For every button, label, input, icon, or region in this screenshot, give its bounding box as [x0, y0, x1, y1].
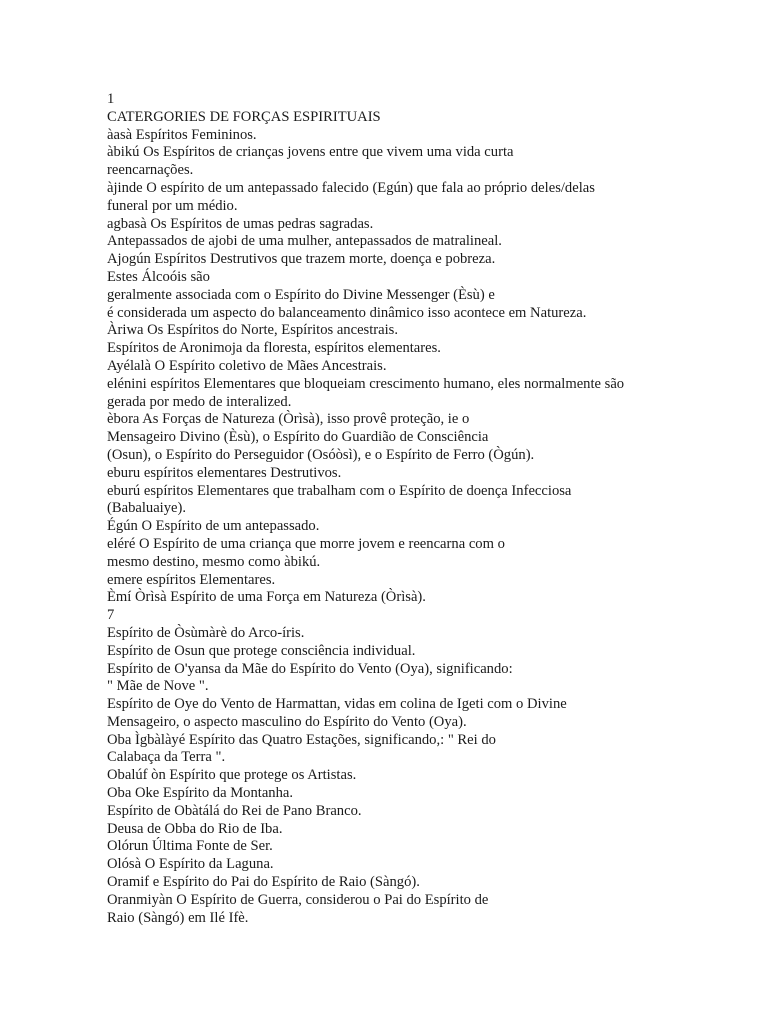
text-line: agbasà Os Espíritos de umas pedras sagradas. — [107, 215, 374, 232]
text-line: mesmo destino, mesmo como àbikú. — [107, 553, 321, 570]
text-line: Espíritos de Aronimoja da floresta, espíritos elementares. — [107, 340, 441, 357]
text-line: Espírito de O'yansa da Mãe do Espírito do Vento (Oya), significando: — [107, 660, 513, 677]
text-line: Mensageiro, o aspecto masculino do Espírito do Vento (Oya). — [107, 713, 467, 730]
text-line: é considerada um aspecto do balanceamento dinâmico isso acontece em Natureza. — [107, 304, 587, 321]
text-line: eléré O Espírito de uma criança que morre jovem e reencarna com o — [107, 535, 505, 552]
text-line: Oba Oke Espírito da Montanha. — [107, 785, 294, 802]
text-line: Olórun Última Fonte de Ser. — [107, 838, 273, 855]
text-line: Espírito de Osun que protege consciência individual. — [107, 642, 416, 659]
text-line: Àriwa Os Espíritos do Norte, Espíritos ancestrais. — [107, 322, 399, 339]
text-line: èbora As Forças de Natureza (Òrìsà), isso provê proteção, ie o — [107, 411, 470, 428]
page-number: 7 — [107, 607, 115, 624]
text-line: Mensageiro Divino (Èsù), o Espírito do Guardião de Consciência — [107, 429, 489, 446]
text-line: Ajogún Espíritos Destrutivos que trazem morte, doença e pobreza. — [107, 251, 496, 268]
text-line: Raio (Sàngó) em Ilé Ifè. — [107, 909, 249, 926]
text-line: Deusa de Obba do Rio de Iba. — [107, 820, 283, 837]
text-line: Espírito de Obàtálá do Rei de Pano Branco. — [107, 802, 362, 819]
text-line: eburú espíritos Elementares que trabalham com o Espírito de doença Infecciosa — [107, 482, 572, 499]
text-line: eburu espíritos elementares Destrutivos. — [107, 464, 342, 481]
text-line: Antepassados de ajobi de uma mulher, antepassados de matralineal. — [107, 233, 502, 250]
text-line: Èmí Òrìsà Espírito de uma Força em Natureza (Òrìsà). — [107, 589, 426, 606]
text-line: gerada por medo de interalized. — [107, 393, 292, 410]
text-line: Estes Álcoóis são — [107, 268, 210, 285]
text-line: Obalúf òn Espírito que protege os Artistas. — [107, 767, 357, 784]
document-page — [107, 91, 655, 927]
text-line: Ayélalà O Espírito coletivo de Mães Ancestrais. — [107, 357, 387, 374]
text-line: Calabaça da Terra ". — [107, 749, 226, 766]
text-line: geralmente associada com o Espírito do Divine Messenger (Èsù) e — [107, 286, 495, 303]
text-line: Olósà O Espírito da Laguna. — [107, 856, 274, 873]
text-line: elénini espíritos Elementares que bloqueiam crescimento humano, eles normalmente são — [107, 375, 625, 392]
page-number: 1 — [107, 91, 115, 107]
text-line: Égún O Espírito de um antepassado. — [107, 518, 320, 535]
text-line: funeral por um médio. — [107, 197, 238, 214]
text-line: Oramif e Espírito do Pai do Espírito de Raio (Sàngó). — [107, 874, 420, 891]
text-line: emere espíritos Elementares. — [107, 571, 276, 588]
text-line: Espírito de Òsùmàrè do Arco-íris. — [107, 624, 305, 641]
text-line: reencarnações. — [107, 162, 194, 179]
text-line: (Osun), o Espírito do Perseguidor (Osóòsì), e o Espírito de Ferro (Ògún). — [107, 446, 535, 463]
text-line: " Mãe de Nove ". — [107, 678, 209, 695]
text-line: (Babaluaiye). — [107, 500, 187, 517]
text-line: Oba Ìgbàlàyé Espírito das Quatro Estações, significando,: " Rei do — [107, 731, 496, 748]
text-line: Oranmiyàn O Espírito de Guerra, considerou o Pai do Espírito de — [107, 891, 489, 908]
text-line: àasà Espíritos Femininos. — [107, 126, 257, 143]
text-line: àjinde O espírito de um antepassado falecido (Egún) que fala ao próprio deles/delas — [107, 179, 595, 196]
text-line: àbikú Os Espíritos de crianças jovens entre que vivem uma vida curta — [107, 144, 514, 161]
text-line: Espírito de Oye do Vento de Harmattan, vidas em colina de Igeti com o Divine — [107, 696, 567, 713]
document-title: CATERGORIES DE FORÇAS ESPIRITUAIS — [107, 108, 381, 125]
